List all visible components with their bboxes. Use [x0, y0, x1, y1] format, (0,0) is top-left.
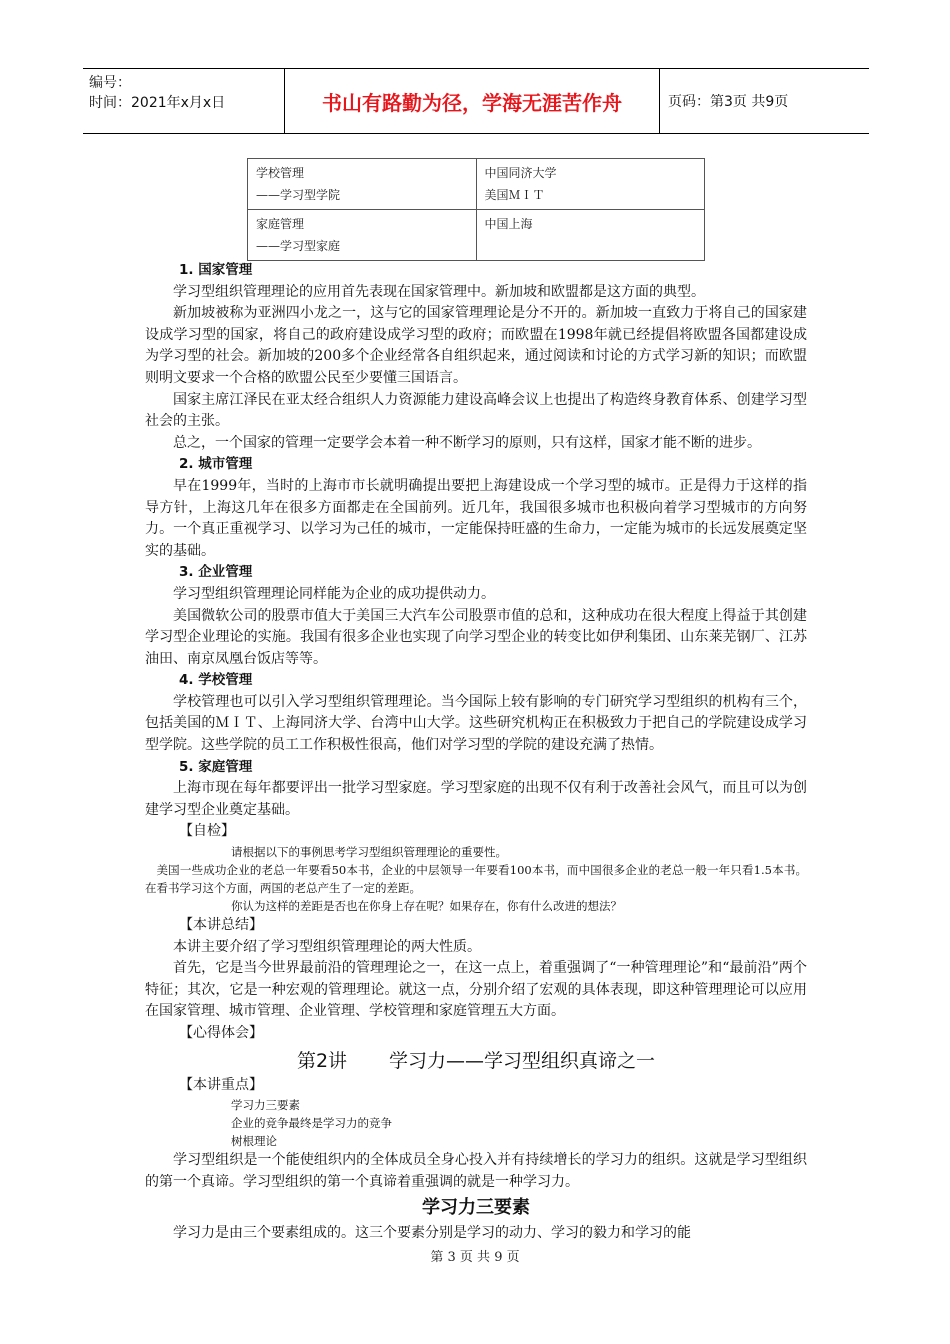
- table-row: [248, 159, 705, 210]
- list-item: 树根理论: [231, 1134, 277, 1149]
- list-item: 学习力三要素: [231, 1098, 300, 1113]
- lecture-number: 第2讲: [296, 1049, 348, 1072]
- paragraph: 上海市现在每年都要评出一批学习型家庭。学习型家庭的出现不仅有利于改善社会风气，而且可以为创建学习型企业奠定基础。: [145, 780, 807, 818]
- table-row: [248, 210, 705, 261]
- paragraph: 总之，一个国家的管理一定要学会本着一种不断学习的原则，只有这样，国家才能不断的进步。: [173, 434, 761, 451]
- self-check-prompt: 请根据以下的事例思考学习型组织管理理论的重要性。: [231, 845, 507, 860]
- paragraph: 本讲主要介绍了学习型组织管理理论的两大性质。: [173, 938, 481, 955]
- number-label: 编号：: [89, 75, 131, 91]
- cell-line: 家庭管理: [256, 217, 305, 231]
- cell-line: ——学习型家庭: [256, 239, 341, 253]
- table-cell: [248, 159, 477, 210]
- table-cell: [476, 159, 705, 210]
- paragraph: 学习型组织管理理论同样能为企业的成功提供动力。: [173, 585, 495, 602]
- heading-national: 1. 国家管理: [179, 262, 253, 278]
- paragraph: 学习力是由三个要素组成的。这三个要素分别是学习的动力、学习的毅力和学习的能: [173, 1225, 691, 1242]
- header-info: [83, 69, 285, 133]
- lecture-title: 学习力——学习型组织真谛之一: [389, 1049, 656, 1072]
- paragraph: 学习型组织管理理论的应用首先表现在国家管理中。新加坡和欧盟都是这方面的典型。: [173, 283, 705, 300]
- table-cell: [476, 210, 705, 261]
- paragraph: 首先，它是当今世界最前沿的管理理论之一，在这一点上，着重强调了“一种管理理论”和“最前沿”两个特征；其次，它是一种宏观的管理理论。就这一点，分别介绍了宏观的具体表现，即这种管理理论可以应用在国家管理、城市管理、企业管理、学校管理和家庭管理五大方面。: [145, 960, 807, 1020]
- heading-city: 2. 城市管理: [179, 456, 253, 473]
- page-header: [83, 68, 869, 134]
- paragraph: 新加坡被称为亚洲四小龙之一，这与它的国家管理理论是分不开的。新加坡一直致力于将自己的国家建设成学习型的国家，将自己的政府建设成学习型的政府；而欧盟在1998年就已经提倡将欧盟各国都建设成为学习型的社会。新加坡的200多个企业经常各自组织起来，通过阅读和讨论的方式学习新的知识；而欧盟则明文要求一个合格的欧盟公民至少要懂三国语言。: [145, 305, 807, 386]
- cell-line: 中国上海: [484, 217, 533, 231]
- summary-label: 【本讲总结】: [179, 917, 263, 934]
- cell-line: ——学习型学院: [256, 188, 341, 202]
- application-table: [247, 158, 705, 261]
- date-label: 时间：2021年x月x日: [89, 95, 226, 111]
- paragraph: 国家主席江泽民在亚太经合组织人力资源能力建设高峰会议上也提出了构造终身教育体系、创建学习型社会的主张。: [145, 391, 807, 430]
- paragraph: 学习型组织是一个能使组织内的全体成员全身心投入并有持续增长的学习力的组织。这就是学习型组织的第一个真谛。学习型组织的第一个真谛着重强调的就是一种学习力。: [145, 1152, 807, 1190]
- lecture-heading: [145, 1047, 807, 1075]
- list-item: 企业的竞争最终是学习力的竞争: [231, 1116, 392, 1131]
- table-cell: [248, 210, 477, 261]
- cell-line: 美国ＭＩＴ: [484, 188, 545, 202]
- cell-line: 学校管理: [256, 166, 305, 180]
- paragraph: 美国微软公司的股票市值大于美国三大汽车公司股票市值的总和，这种成功在很大程度上得益于其创建学习型企业理论的实施。我国有很多企业也实现了向学习型企业的转变比如伊利集团、山东莱芜钢厂、江苏油田、南京凤凰台饭店等等。: [145, 607, 807, 667]
- heading-enterprise: 3. 企业管理: [179, 564, 253, 581]
- heading-school: 4. 学校管理: [179, 672, 253, 689]
- self-check-example: 美国一些成功企业的老总一年要看50本书，企业的中层领导一年要看100本书，而中国很多企业的老总一般一年只看1.5本书。在看书学习这个方面，两国的老总产生了一定的差距。: [145, 863, 807, 896]
- heading-family: 5. 家庭管理: [179, 758, 253, 775]
- paragraph: 学校管理也可以引入学习型组织管理理论。当今国际上较有影响的专门研究学习型组织的机构有三个，包括美国的ＭＩＴ、上海同济大学、台湾中山大学。这些研究机构正在积极致力于把自己的学院建设成学习型学院。这些学院的员工工作积极性很高，他们对学习型的学院的建设充满了热情。: [145, 693, 807, 754]
- page-footer: 第 3 页 共 9 页: [430, 1250, 520, 1265]
- cell-line: 中国同济大学: [484, 166, 557, 180]
- key-points-label: 【本讲重点】: [179, 1076, 263, 1093]
- self-check-label: 【自检】: [179, 823, 235, 840]
- self-check-question: 你认为这样的差距是否也在你身上存在呢？如果存在，你有什么改进的想法？: [231, 899, 622, 914]
- document-body: [145, 260, 807, 1245]
- header-page-label: 页码：第3页 共9页: [668, 94, 789, 110]
- insight-label: 【心得体会】: [179, 1025, 263, 1041]
- header-motto: 书山有路勤为径，学海无涯苦作舟: [285, 69, 660, 133]
- section-heading: 学习力三要素: [422, 1197, 530, 1219]
- paragraph: 早在1999年，当时的上海市市长就明确提出要把上海建设成一个学习型的城市。正是得力于这样的指导方针，上海这几年在很多方面都走在全国前列。近几年，我国很多城市也积极向着学习型城市的方向努力。一个真正重视学习、以学习为己任的城市，一定能保持旺盛的生命力，一定能为城市的长远发展奠定坚实的基础。: [145, 477, 807, 559]
